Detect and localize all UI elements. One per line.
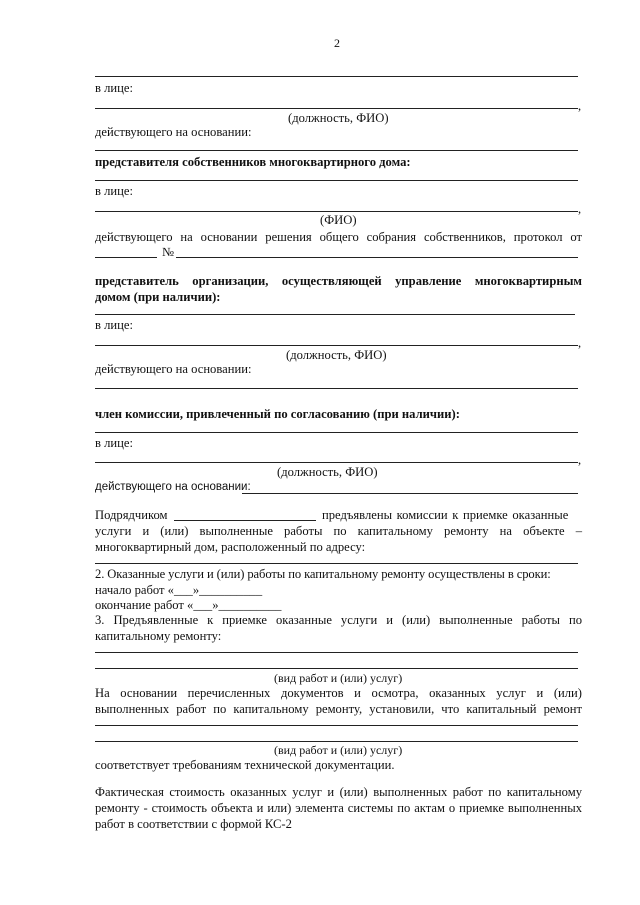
number-fill-line	[176, 257, 578, 258]
comma: ,	[578, 453, 582, 467]
fill-line	[95, 388, 578, 389]
position-caption: (должность, ФИО)	[277, 465, 378, 479]
acting-basis-label: действующего на основании:	[95, 125, 252, 139]
fill-line	[95, 76, 578, 77]
date-fill-line	[95, 257, 157, 258]
basis-text-l1: На основании перечисленных документов и осмотра, оказанных услуг и (или)	[95, 686, 582, 700]
work-type-caption: (вид работ и (или) услуг)	[274, 671, 403, 685]
fill-line	[95, 462, 578, 463]
fill-line	[95, 345, 578, 346]
fill-line	[95, 668, 578, 669]
acting-basis-label: действующего на основании:	[95, 481, 251, 493]
owners-representative-heading: представителя собственников многоквартирного дома:	[95, 155, 411, 169]
position-caption: (должность, ФИО)	[286, 348, 387, 362]
item-2-text: 2. Оказанные услуги и (или) работы по капитальному ремонту осуществлены в сроки:	[95, 567, 551, 581]
fill-line	[95, 211, 578, 212]
contractor-text-l1: предъявлены комиссии к приемке оказанные	[322, 508, 569, 522]
in-person-label: в лице:	[95, 436, 133, 450]
fill-line	[95, 652, 578, 653]
commission-member-heading: член комиссии, привлеченный по согласованию (при наличии):	[95, 407, 460, 421]
conforms-text: соответствует требованиям технической документации.	[95, 758, 395, 772]
item-3-text-l1: 3. Предъявленные к приемке оказанные услуги и (или) выполненные работы по	[95, 613, 582, 627]
fill-line	[95, 741, 578, 742]
fill-line	[95, 725, 578, 726]
fill-line	[95, 314, 575, 315]
fill-line	[95, 108, 578, 109]
contractor-text-l2: услуги и (или) выполненные работы по капитальному ремонту на объекте –	[95, 524, 582, 538]
cost-text-l1: Фактическая стоимость оказанных услуг и (или) выполненных работ по капитальному	[95, 785, 582, 799]
fill-line	[95, 432, 578, 433]
cost-text-l2: ремонту - стоимость объекта и или) элемента системы по актам о приемке выполненных	[95, 801, 582, 815]
comma: ,	[578, 336, 582, 350]
in-person-label: в лице:	[95, 184, 133, 198]
fill-line	[95, 150, 578, 151]
contractor-text-l3: многоквартирный дом, расположенный по адресу:	[95, 540, 366, 554]
fio-caption: (ФИО)	[320, 213, 357, 227]
number-sign: №	[162, 245, 175, 259]
start-date-line: начало работ «___»__________	[95, 583, 263, 597]
item-3-text-l2: капитальному ремонту:	[95, 629, 222, 643]
position-caption: (должность, ФИО)	[288, 111, 389, 125]
cost-text-l3: работ в соответствии с формой КС-2	[95, 817, 292, 831]
in-person-label: в лице:	[95, 318, 133, 332]
comma: ,	[578, 202, 582, 216]
comma: ,	[578, 99, 582, 113]
contractor-fill-line	[174, 520, 316, 521]
acting-basis-label: действующего на основании:	[95, 362, 252, 376]
end-date-line: окончание работ «___»__________	[95, 598, 282, 612]
page-number: 2	[334, 36, 340, 50]
fill-line	[242, 493, 578, 494]
fill-line	[95, 180, 578, 181]
work-type-caption: (вид работ и (или) услуг)	[274, 743, 403, 757]
management-org-heading-l1: представитель организации, осуществляющей управление многоквартирным	[95, 274, 582, 288]
in-person-label: в лице:	[95, 81, 133, 95]
contractor-label: Подрядчиком	[95, 508, 168, 522]
fill-line	[95, 563, 578, 564]
acting-protocol-line: действующего на основании решения общего собрания собственников, протокол от	[95, 230, 582, 244]
management-org-heading-l2: домом (при наличии):	[95, 290, 221, 304]
basis-text-l2: выполненных работ по капитальному ремонту, установили, что капитальный ремонт	[95, 702, 582, 716]
